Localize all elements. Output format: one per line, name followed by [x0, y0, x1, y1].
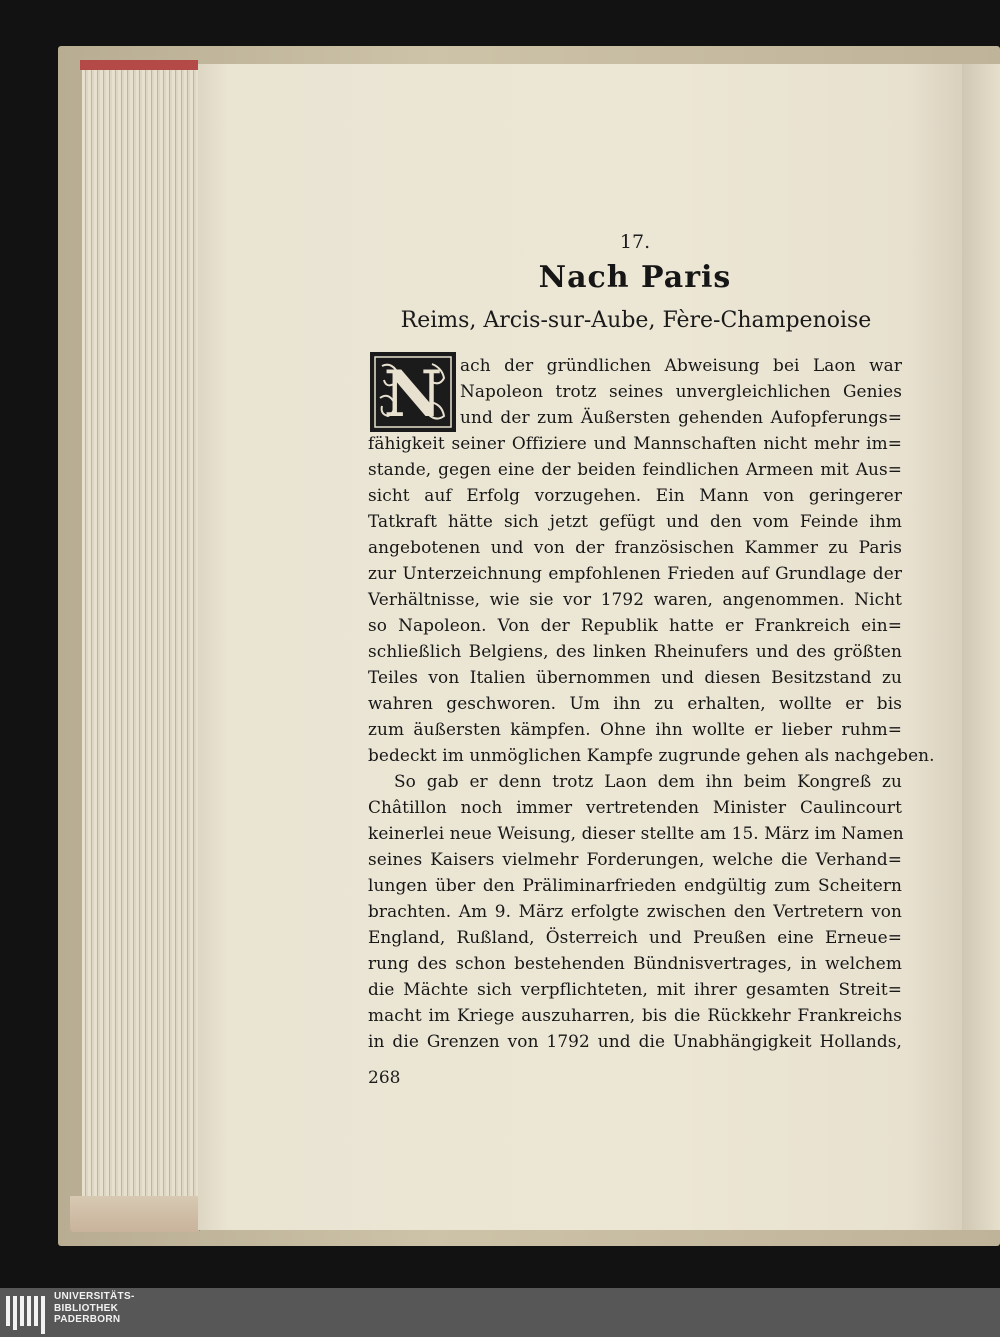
text-line: brachten. Am 9. März erfolgte zwischen den Vertretern von: [368, 901, 902, 921]
text-line: angebotenen und von der französischen Kammer zu Paris: [368, 537, 902, 557]
chapter-subtitle: Reims, Arcis-sur-Aube, Fère-Champenoise: [400, 308, 872, 333]
chapter-number: 17.: [619, 231, 651, 253]
text-line: sicht auf Erfolg vorzugehen. Ein Mann von geringerer: [368, 485, 902, 505]
page-number: 268: [368, 1068, 401, 1088]
page-block-bottom: [70, 1196, 200, 1232]
text-line: Châtillon noch immer vertretenden Minister Caulincourt: [368, 797, 902, 817]
text-line: in die Grenzen von 1792 und die Unabhängigkeit Hollands,: [368, 1031, 902, 1051]
text-line: schließlich Belgiens, des linken Rheinufers und des größten: [368, 641, 902, 661]
text-line: wahren geschworen. Um ihn zu erhalten, wollte er bis: [368, 693, 902, 713]
text-line: und der zum Äußersten gehenden Aufopferungs=: [460, 407, 902, 427]
library-logo-label: UNIVERSITÄTS-BIBLIOTHEK PADERBORN: [54, 1291, 135, 1325]
text-line: lungen über den Präliminarfrieden endgültig zum Scheitern: [368, 875, 902, 895]
text-line: ach der gründlichen Abweisung bei Laon war: [460, 355, 902, 375]
text-line: Verhältnisse, wie sie vor 1792 waren, angenommen. Nicht: [368, 589, 902, 609]
text-line: die Mächte sich verpflichteten, mit ihrer gesamten Streit=: [368, 979, 902, 999]
text-line: Tatkraft hätte sich jetzt gefügt und den vom Feinde ihm: [368, 511, 902, 531]
text-line: stande, gegen eine der beiden feindlichen Armeen mit Aus=: [368, 459, 902, 479]
chapter-title: Nach Paris: [538, 260, 732, 295]
text-line: zur Unterzeichnung empfohlenen Frieden auf Grundlage der: [368, 563, 902, 583]
text-line: So gab er denn trotz Laon dem ihn beim Kongreß zu: [394, 771, 902, 791]
text-line: zum äußersten kämpfen. Ohne ihn wollte er lieber ruhm=: [368, 719, 902, 739]
body-text: [368, 352, 935, 1054]
library-logo-icon: [4, 1292, 48, 1334]
text-line: fähigkeit seiner Offiziere und Mannschaften nicht mehr im=: [368, 433, 902, 453]
text-line: macht im Kriege auszuharren, bis die Rückkehr Frankreichs: [368, 1005, 902, 1025]
text-line: Napoleon trotz seines unvergleichlichen Genies: [460, 381, 902, 401]
text-line: Teiles von Italien übernommen und diesen Besitzstand zu: [368, 667, 902, 687]
library-footer-bar: [0, 1288, 1000, 1337]
text-line: seines Kaisers vielmehr Forderungen, welche die Verhand=: [368, 849, 902, 869]
text-line: England, Rußland, Österreich und Preußen eine Erneue=: [368, 927, 902, 947]
text-line: keinerlei neue Weisung, dieser stellte am 15. März im Namen: [368, 823, 904, 843]
library-logo-text: [54, 1291, 134, 1326]
drop-cap-letter: N: [383, 357, 443, 430]
red-page-edge: [80, 60, 198, 70]
text-line: rung des schon bestehenden Bündnisvertrages, in welchem: [368, 953, 902, 973]
text-line: bedeckt im unmöglichen Kampfe zugrunde gehen als nachgeben.: [368, 745, 935, 765]
text-line: so Napoleon. Von der Republik hatte er Frankreich ein=: [368, 615, 902, 635]
